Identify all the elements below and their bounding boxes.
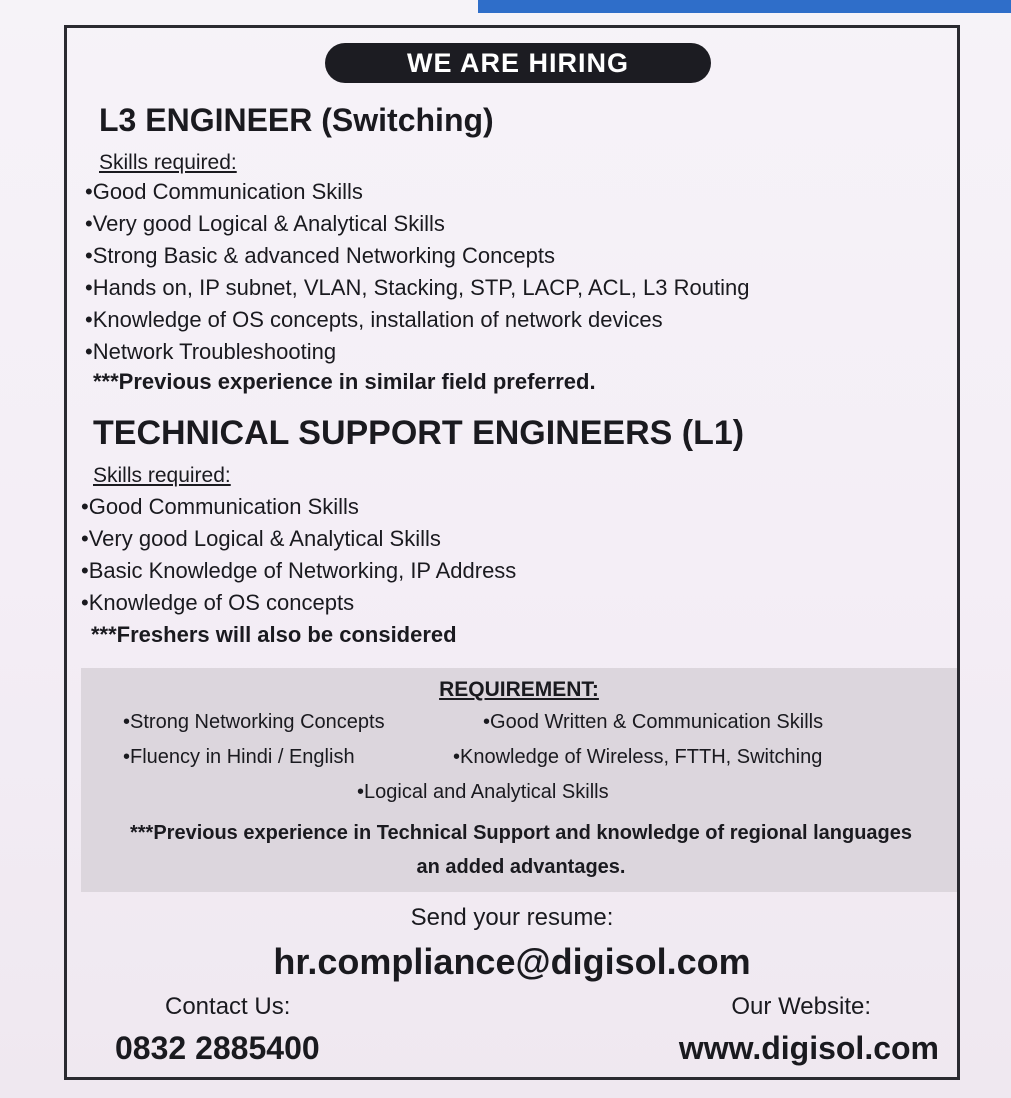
job1-skills-heading: Skills required: — [99, 151, 237, 174]
hiring-banner: WE ARE HIRING — [325, 43, 711, 83]
requirement-box — [81, 668, 957, 892]
contact-label: Contact Us: — [165, 993, 291, 1020]
job2-skills-list — [81, 491, 516, 619]
job2-skills-heading: Skills required: — [93, 464, 231, 487]
job2-note: ***Freshers will also be considered — [91, 622, 457, 647]
job1-note: ***Previous experience in similar field preferred. — [93, 369, 596, 394]
requirement-title: REQUIREMENT: — [439, 678, 599, 701]
job2-title: TECHNICAL SUPPORT ENGINEERS (L1) — [93, 414, 745, 452]
requirement-item: • Knowledge of Wireless, FTTH, Switching — [453, 746, 822, 769]
website-label: Our Website: — [731, 993, 871, 1020]
job1-title: L3 ENGINEER (Switching) — [99, 102, 494, 138]
website-url: www.digisol.com — [678, 1030, 939, 1066]
requirement-item: • Logical and Analytical Skills — [357, 781, 609, 804]
requirement-item: • Fluency in Hindi / English — [123, 746, 355, 769]
list-item: • Network Troubleshooting — [85, 336, 749, 368]
contact-phone: 0832 2885400 — [115, 1030, 320, 1066]
send-resume-label: Send your resume: — [410, 904, 614, 931]
contact-email: hr.compliance@digisol.com — [273, 941, 751, 982]
list-item: • Hands on, IP subnet, VLAN, Stacking, STP, LACP, ACL, L3 Routing — [85, 272, 749, 304]
list-item: • Good Communication Skills — [85, 176, 749, 208]
list-item: • Knowledge of OS concepts, installation of network devices — [85, 304, 749, 336]
list-item: • Very good Logical & Analytical Skills — [81, 523, 516, 555]
job1-skills-list — [85, 176, 749, 368]
list-item: • Very good Logical & Analytical Skills — [85, 208, 749, 240]
requirement-note: ***Previous experience in Technical Support and knowledge of regional languages an added advantages. — [129, 822, 913, 878]
requirement-item: • Good Written & Communication Skills — [483, 711, 823, 734]
hiring-poster — [64, 25, 960, 1080]
requirement-item: • Strong Networking Concepts — [123, 711, 385, 734]
screen-top-bar — [478, 0, 1011, 13]
list-item: • Strong Basic & advanced Networking Concepts — [85, 240, 749, 272]
list-item: • Basic Knowledge of Networking, IP Address — [81, 555, 516, 587]
list-item: • Good Communication Skills — [81, 491, 516, 523]
list-item: • Knowledge of OS concepts — [81, 587, 516, 619]
